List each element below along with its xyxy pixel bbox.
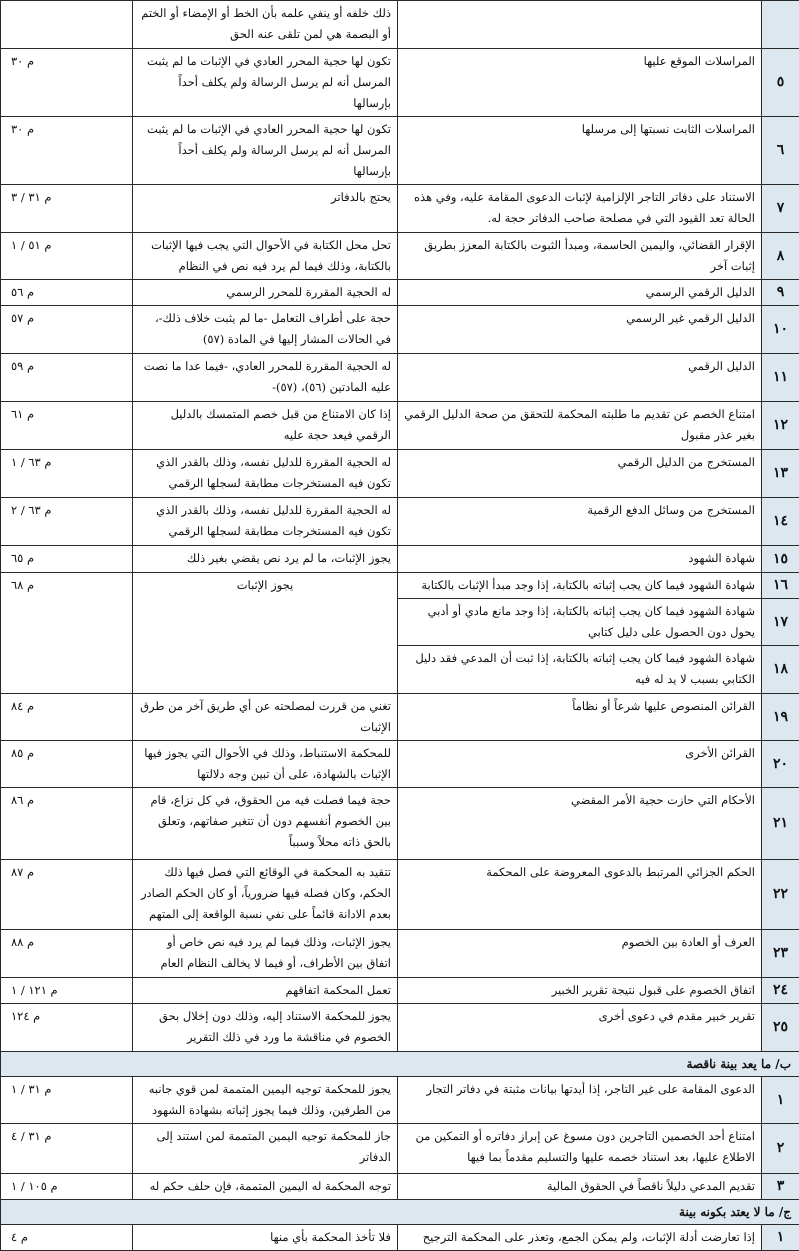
article-reference: م ٨٦	[1, 788, 133, 860]
table-row	[1, 978, 799, 1004]
evidence-effect: يجوز للمحكمة توجيه اليمين المتممة لمن قوي جانبه من الطرفين، وذلك فيما يجوز إثباته بشهادة الشهود	[133, 1077, 398, 1124]
evidence-description: الدليل الرقمي الرسمي	[398, 280, 762, 306]
article-reference: م ٥٧	[1, 306, 133, 354]
table-row	[1, 402, 799, 450]
table-row	[1, 1225, 799, 1251]
evidence-effect: تحل محل الكتابة في الأحوال التي يجب فيها الإثبات بالكتابة، وذلك فيما لم يرد فيه نص في النظام	[133, 233, 398, 280]
article-reference: م ١٢٤	[1, 1004, 133, 1052]
table-row	[1, 1174, 799, 1200]
evidence-description: الدليل الرقمي غير الرسمي	[398, 306, 762, 354]
evidence-description: اتفاق الخصوم على قبول نتيجة تقرير الخبير	[398, 978, 762, 1004]
article-reference: م ٤	[1, 1225, 133, 1251]
row-number: ٢٢	[762, 860, 799, 930]
table-row	[1, 117, 799, 185]
evidence-description: شهادة الشهود	[398, 546, 762, 573]
evidence-description: المراسلات الثابت نسبتها إلى مرسلها	[398, 117, 762, 185]
table-row	[1, 1124, 799, 1174]
table-row	[1, 498, 799, 546]
row-number: ٩	[762, 280, 799, 306]
evidence-description: الأحكام التي حازت حجية الأمر المقضي	[398, 788, 762, 860]
evidence-description: تقديم المدعي دليلاً ناقصاً في الحقوق المالية	[398, 1174, 762, 1200]
row-number: ٨	[762, 233, 799, 280]
table-row	[1, 49, 799, 117]
evidence-effect: يجوز الإثبات، وذلك فيما لم يرد فيه نص خاص أو اتفاق بين الأطراف، أو فيما لا يخالف النظام العام	[133, 930, 398, 978]
evidence-effect: يجوز الإثبات	[133, 573, 398, 694]
evidence-description: القرائن الأخرى	[398, 741, 762, 788]
evidence-description: شهادة الشهود فيما كان يجب إثباته بالكتابة، إذا وجد مبدأ الإثبات بالكتابة	[398, 573, 762, 599]
table-row	[1, 280, 799, 306]
article-reference: م ٣٠	[1, 117, 133, 185]
table-row	[1, 573, 799, 599]
table-row	[1, 1004, 799, 1052]
article-reference	[1, 1, 133, 49]
table-row	[1, 694, 799, 741]
evidence-description: الدعوى المقامة على غير التاجر، إذا أيدتها بيانات مثبتة في دفاتر التجار	[398, 1077, 762, 1124]
evidence-description: الإقرار القضائي، واليمين الحاسمة، ومبدأ الثبوت بالكتابة المعزز بطريق إثبات آخر	[398, 233, 762, 280]
evidence-effect: للمحكمة الاستنباط، وذلك في الأحوال التي يجوز فيها الإثبات بالشهادة، على أن تبين وجه دلالتها	[133, 741, 398, 788]
evidence-effect: تغني من قررت لمصلحته عن أي طريق آخر من طرق الإثبات	[133, 694, 398, 741]
article-reference: م ١٠٥ / ١	[1, 1174, 133, 1200]
row-number: ١١	[762, 354, 799, 402]
section-heading: ب/ ما يعد بينة ناقصة	[1, 1052, 799, 1077]
evidence-description: القرائن المنصوص عليها شرعاً أو نظاماً	[398, 694, 762, 741]
row-number: ١٤	[762, 498, 799, 546]
row-number: ٢٥	[762, 1004, 799, 1052]
row-number: ١٢	[762, 402, 799, 450]
evidence-effect: له الحجية المقررة للدليل نفسه، وذلك بالقدر الذي تكون فيه المستخرجات مطابقة لسجلها الرقمي	[133, 498, 398, 546]
table-row	[1, 450, 799, 498]
row-number: ١٥	[762, 546, 799, 573]
row-number: ٥	[762, 49, 799, 117]
row-number: ٢	[762, 1124, 799, 1174]
article-reference: م ١٢١ / ١	[1, 978, 133, 1004]
table-row	[1, 1, 799, 49]
section-heading-row	[1, 1052, 799, 1077]
evidence-effect: تعمل المحكمة اتفاقهم	[133, 978, 398, 1004]
article-reference: م ٣١ / ٤	[1, 1124, 133, 1174]
evidence-description	[398, 1, 762, 49]
table-row	[1, 306, 799, 354]
evidence-effect: جاز للمحكمة توجيه اليمين المتممة لمن استند إلى الدفاتر	[133, 1124, 398, 1174]
evidence-effect: له الحجية المقررة للمحرر العادي، -فيما عدا ما نصت عليه المادتين (٥٦)، (٥٧)-	[133, 354, 398, 402]
row-number: ٢٣	[762, 930, 799, 978]
row-number: ١٧	[762, 599, 799, 646]
table-row	[1, 930, 799, 978]
article-reference: م ٨٧	[1, 860, 133, 930]
table-row	[1, 860, 799, 930]
row-number: ٢٤	[762, 978, 799, 1004]
article-reference: م ٦٣ / ١	[1, 450, 133, 498]
table-row	[1, 354, 799, 402]
table-row	[1, 741, 799, 788]
row-number: ٣	[762, 1174, 799, 1200]
evidence-effect: حجة فيما فصلت فيه من الحقوق، في كل نزاع، قام بين الخصوم أنفسهم دون أن تتغير صفاتهم، وتعلق بالحق ذاته محلاً وسبباً	[133, 788, 398, 860]
article-reference: م ٣٠	[1, 49, 133, 117]
table-row	[1, 1077, 799, 1124]
article-reference: م ٦٨	[1, 573, 133, 694]
table-row	[1, 546, 799, 573]
row-number: ١	[762, 1225, 799, 1251]
table-row	[1, 788, 799, 860]
evidence-effect: فلا تأخذ المحكمة بأي منها	[133, 1225, 398, 1251]
row-number: ١٣	[762, 450, 799, 498]
evidence-description: المراسلات الموقع عليها	[398, 49, 762, 117]
evidence-effect: توجه المحكمة له اليمين المتممة، فإن حلف حكم له	[133, 1174, 398, 1200]
evidence-effect: إذا كان الامتناع من قبل خصم المتمسك بالدليل الرقمي فيعد حجة عليه	[133, 402, 398, 450]
evidence-effect: له الحجية المقررة للمحرر الرسمي	[133, 280, 398, 306]
row-number: ٧	[762, 185, 799, 233]
section-heading-row	[1, 1200, 799, 1225]
row-number: ١	[762, 1077, 799, 1124]
evidence-description: شهادة الشهود فيما كان يجب إثباته بالكتابة، إذا وجد مانع مادي أو أدبي يحول دون الحصول على دليل كتابي	[398, 599, 762, 646]
evidence-effect: ذلك خلفه أو ينفي علمه بأن الخط أو الإمضاء أو الختم أو البصمة هي لمن تلقى عنه الحق	[133, 1, 398, 49]
row-number: ١٦	[762, 573, 799, 599]
article-reference: م ٥١ / ١	[1, 233, 133, 280]
evidence-description: المستخرج من الدليل الرقمي	[398, 450, 762, 498]
evidence-description: العرف أو العادة بين الخصوم	[398, 930, 762, 978]
article-reference: م ٦٣ / ٢	[1, 498, 133, 546]
row-number: ٢١	[762, 788, 799, 860]
evidence-effect: يجوز للمحكمة الاستناد إليه، وذلك دون إخلال بحق الخصوم في مناقشة ما ورد في ذلك التقرير	[133, 1004, 398, 1052]
evidence-description: الاستناد على دفاتر التاجر الإلزامية لإثبات الدعوى المقامة عليه، وفي هذه الحالة تعد القيود التي في مصلحة صاحب الدفاتر حجة له.	[398, 185, 762, 233]
row-number: ١٩	[762, 694, 799, 741]
article-reference: م ٦١	[1, 402, 133, 450]
table-row	[1, 233, 799, 280]
evidence-description: الدليل الرقمي	[398, 354, 762, 402]
evidence-description: إذا تعارضت أدلة الإثبات، ولم يمكن الجمع، وتعذر على المحكمة الترجيح	[398, 1225, 762, 1251]
row-number: ٢٠	[762, 741, 799, 788]
article-reference: م ٣١ / ٣	[1, 185, 133, 233]
table-row	[1, 185, 799, 233]
evidence-effect: يجوز الإثبات، ما لم يرد نص يقضي بغير ذلك	[133, 546, 398, 573]
evidence-description: امتناع أحد الخصمين التاجرين دون مسوغ عن إبراز دفاتره أو التمكين من الاطلاع عليها، بعد استناد خصمه عليها والتسليم مقدماً بما فيها	[398, 1124, 762, 1174]
evidence-description: تقرير خبير مقدم في دعوى أخرى	[398, 1004, 762, 1052]
article-reference: م ٥٦	[1, 280, 133, 306]
article-reference: م ٨٤	[1, 694, 133, 741]
section-heading: ج/ ما لا يعتد بكونه بينة	[1, 1200, 799, 1225]
evidence-effect: تكون لها حجية المحرر العادي في الإثبات ما لم يثبت المرسل أنه لم يرسل الرسالة ولم يكلف أحداً بإرسالها	[133, 49, 398, 117]
article-reference: م ٨٥	[1, 741, 133, 788]
evidence-description: امتناع الخصم عن تقديم ما طلبته المحكمة للتحقق من صحة الدليل الرقمي بغير عذر مقبول	[398, 402, 762, 450]
evidence-description: الحكم الجزائي المرتبط بالدعوى المعروضة على المحكمة	[398, 860, 762, 930]
article-reference: م ٣١ / ١	[1, 1077, 133, 1124]
evidence-description: المستخرج من وسائل الدفع الرقمية	[398, 498, 762, 546]
row-number: ١٨	[762, 646, 799, 694]
article-reference: م ٦٥	[1, 546, 133, 573]
row-number	[762, 1, 799, 49]
evidence-effect: يحتج بالدفاتر	[133, 185, 398, 233]
evidence-effect: حجة على أطراف التعامل -ما لم يثبت خلاف ذلك-، في الحالات المشار إليها في المادة (٥٧)	[133, 306, 398, 354]
article-reference: م ٨٨	[1, 930, 133, 978]
row-number: ١٠	[762, 306, 799, 354]
evidence-effect: تكون لها حجية المحرر العادي في الإثبات ما لم يثبت المرسل أنه لم يرسل الرسالة ولم يكلف أحداً بإرسالها	[133, 117, 398, 185]
evidence-effect: تتقيد به المحكمة في الوقائع التي فصل فيها ذلك الحكم، وكان فصله فيها ضرورياً، أو كان الحكم الصادر بعدم الادانة قائماً على نفي نسبة الواقعة إلى المتهم	[133, 860, 398, 930]
evidence-effect: له الحجية المقررة للدليل نفسه، وذلك بالقدر الذي تكون فيه المستخرجات مطابقة لسجلها الرقمي	[133, 450, 398, 498]
row-number: ٦	[762, 117, 799, 185]
evidence-description: شهادة الشهود فيما كان يجب إثباته بالكتابة، إذا ثبت أن المدعي فقد دليل الكتابي بسبب لا يد له فيه	[398, 646, 762, 694]
article-reference: م ٥٩	[1, 354, 133, 402]
